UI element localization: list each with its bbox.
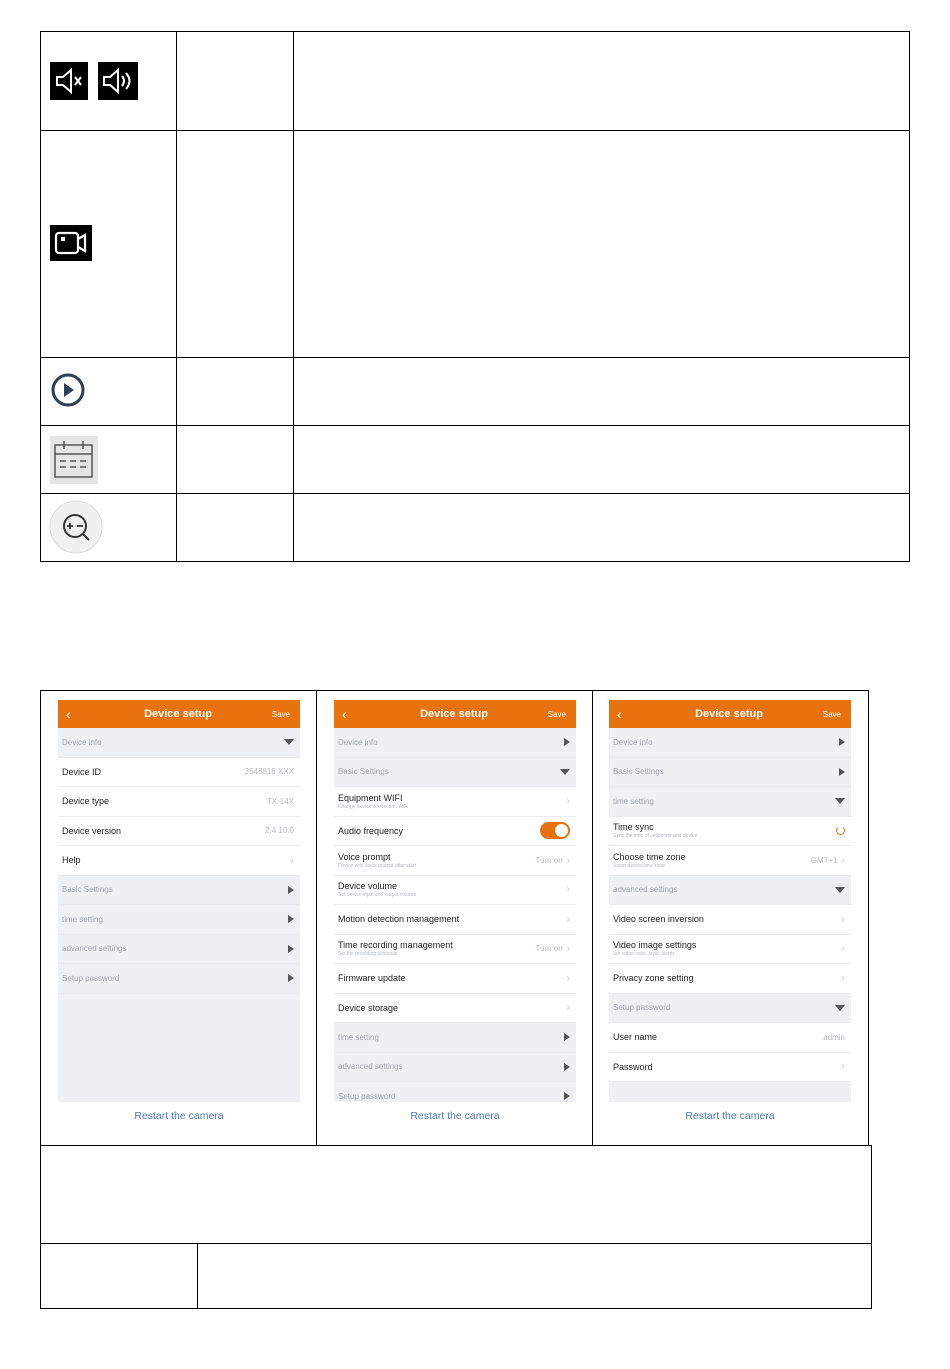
settings-row[interactable] — [609, 846, 851, 876]
settings-row[interactable] — [609, 817, 851, 847]
expand-arrow-icon — [564, 1092, 570, 1100]
row-label: Equipment WIFI — [338, 792, 403, 803]
section-header[interactable] — [609, 994, 851, 1024]
row-label: Firmware update — [338, 973, 406, 984]
settings-row[interactable] — [334, 994, 576, 1024]
collapse-arrow-icon — [835, 1005, 845, 1011]
expand-arrow-icon — [564, 1033, 570, 1041]
speaker-icon — [98, 62, 138, 100]
row-label: Device ID — [62, 766, 102, 777]
settings-row[interactable] — [334, 905, 576, 935]
expand-arrow-icon — [839, 738, 845, 746]
settings-row[interactable] — [58, 846, 300, 876]
settings-list — [609, 728, 851, 1102]
save-button[interactable]: Save — [547, 709, 566, 719]
settings-row[interactable] — [58, 758, 300, 788]
row-label: Voice prompt — [338, 851, 391, 862]
row-label: advanced settings — [613, 885, 678, 895]
settings-row[interactable] — [58, 817, 300, 847]
row-label: advanced settings — [62, 944, 127, 954]
expand-arrow-icon — [564, 738, 570, 746]
row-label: time setting — [613, 796, 654, 806]
section-header[interactable] — [58, 905, 300, 935]
sync-icon[interactable] — [836, 826, 845, 835]
section-header[interactable] — [58, 964, 300, 994]
chevron-right-icon: › — [290, 854, 294, 866]
row-value: admin — [823, 1032, 845, 1042]
header-bar — [334, 700, 576, 728]
row-label: Device info — [338, 737, 378, 747]
chevron-right-icon: › — [841, 854, 845, 866]
settings-list — [334, 728, 576, 1102]
row-value: 2548818 XXX — [244, 767, 294, 777]
section-header[interactable] — [334, 1053, 576, 1083]
expand-arrow-icon — [839, 768, 845, 776]
play-circle-icon — [50, 372, 86, 408]
header-bar — [609, 700, 851, 728]
settings-row[interactable] — [609, 964, 851, 994]
device-setup-screen-3 — [609, 700, 851, 1140]
row-sublabel: Set video color, style, clarity — [613, 951, 675, 958]
calendar-icon — [50, 436, 98, 484]
row-value: Turn on — [535, 855, 563, 865]
row-label: Choose time zone — [613, 851, 686, 862]
icon-table — [40, 31, 910, 562]
row-sublabel: Change device connection WiFi — [338, 803, 409, 810]
settings-row[interactable] — [334, 935, 576, 965]
chevron-right-icon: › — [566, 943, 570, 955]
section-header[interactable] — [58, 876, 300, 906]
zoom-out-icon — [49, 499, 103, 555]
chevron-right-icon: › — [566, 913, 570, 925]
section-header[interactable] — [609, 787, 851, 817]
row-sublabel: Device with voice prompt after start — [338, 862, 417, 869]
save-button[interactable]: Save — [822, 709, 841, 719]
chevron-right-icon: › — [841, 1061, 845, 1073]
row-label: Time sync — [613, 822, 654, 833]
chevron-right-icon: › — [566, 972, 570, 984]
settings-row[interactable] — [609, 935, 851, 965]
chevron-right-icon: › — [841, 972, 845, 984]
row-value: Turn on — [535, 944, 563, 954]
video-record-icon — [50, 225, 92, 261]
row-label: time setting — [62, 914, 103, 924]
row-label: Help — [62, 855, 81, 866]
row-value: TX-14X — [266, 796, 294, 806]
mute-icon — [50, 62, 88, 100]
section-header[interactable] — [334, 758, 576, 788]
page-title: Device setup — [420, 708, 488, 720]
row-value: 2.4.10.0 — [265, 826, 294, 836]
chevron-right-icon: › — [566, 854, 570, 866]
row-label: Audio frequency — [338, 825, 404, 836]
row-label: Device storage — [338, 1002, 399, 1013]
row-sublabel: Set device input and output volume — [338, 892, 417, 899]
header-bar — [58, 700, 300, 728]
audio-toggle[interactable] — [540, 822, 570, 839]
settings-list — [58, 728, 300, 1102]
row-label: Basic Settings — [613, 767, 664, 777]
save-button[interactable]: Save — [271, 709, 290, 719]
row-label: Setup password — [338, 1091, 396, 1101]
device-setup-screen-2 — [334, 700, 576, 1140]
chevron-right-icon: › — [841, 943, 845, 955]
back-icon[interactable]: ‹ — [342, 706, 347, 722]
chevron-right-icon: › — [566, 884, 570, 896]
row-label: Password — [613, 1061, 653, 1072]
section-header[interactable] — [609, 758, 851, 788]
collapse-arrow-icon — [835, 887, 845, 893]
row-value: GMT+1 — [810, 855, 838, 865]
collapse-arrow-icon — [560, 769, 570, 775]
chevron-right-icon: › — [566, 795, 570, 807]
row-label: Privacy zone setting — [613, 973, 694, 984]
back-icon[interactable]: ‹ — [617, 706, 622, 722]
row-label: Setup password — [613, 1003, 671, 1013]
row-label: Video image settings — [613, 940, 697, 951]
restart-camera-link[interactable]: Restart the camera — [134, 1110, 224, 1122]
section-header[interactable] — [334, 1023, 576, 1053]
settings-row[interactable] — [334, 846, 576, 876]
expand-arrow-icon — [288, 945, 294, 953]
chevron-right-icon: › — [841, 913, 845, 925]
expand-arrow-icon — [564, 1063, 570, 1071]
row-label: advanced settings — [338, 1062, 403, 1072]
collapse-arrow-icon — [835, 798, 845, 804]
settings-row[interactable] — [334, 876, 576, 906]
restart-camera-link[interactable]: Restart the camera — [685, 1110, 775, 1122]
row-label: Setup password — [62, 973, 120, 983]
settings-row[interactable] — [334, 964, 576, 994]
section-header[interactable] — [609, 876, 851, 906]
row-label: Device volume — [338, 881, 398, 892]
settings-row[interactable] — [58, 787, 300, 817]
chevron-right-icon: › — [566, 1002, 570, 1014]
page-title: Device setup — [144, 708, 212, 720]
device-setup-screen-1 — [58, 700, 300, 1140]
description-table — [40, 1145, 872, 1309]
settings-row[interactable] — [609, 905, 851, 935]
section-header[interactable] — [334, 728, 576, 758]
row-sublabel: Sync the time of cellphone and device — [613, 833, 698, 840]
restart-camera-link[interactable]: Restart the camera — [410, 1110, 500, 1122]
expand-arrow-icon — [288, 886, 294, 894]
row-label: Basic Settings — [338, 767, 389, 777]
section-header[interactable] — [58, 935, 300, 965]
collapse-arrow-icon — [284, 739, 294, 745]
row-label: Motion detection management — [338, 914, 460, 925]
row-label: time setting — [338, 1032, 379, 1042]
row-label: Video screen inversion — [613, 914, 704, 925]
expand-arrow-icon — [288, 974, 294, 982]
row-label: Device info — [613, 737, 653, 747]
settings-row[interactable] — [334, 817, 576, 847]
expand-arrow-icon — [288, 915, 294, 923]
page-title: Device setup — [695, 708, 763, 720]
settings-row[interactable] — [609, 1053, 851, 1083]
settings-row[interactable] — [609, 1023, 851, 1053]
row-label: Time recording management — [338, 940, 453, 951]
settings-row[interactable] — [334, 787, 576, 817]
back-icon[interactable]: ‹ — [66, 706, 71, 722]
row-label: Device info — [62, 737, 102, 747]
row-label: Basic Settings — [62, 885, 113, 895]
row-label: User name — [613, 1032, 658, 1043]
row-label: Device type — [62, 796, 110, 807]
row-sublabel: Set the recording schedule — [338, 951, 398, 958]
row-label: Device version — [62, 825, 122, 836]
section-header[interactable] — [334, 1082, 576, 1102]
section-header[interactable] — [58, 728, 300, 758]
row-sublabel: Setup device time zone — [613, 862, 665, 869]
section-header[interactable] — [609, 728, 851, 758]
